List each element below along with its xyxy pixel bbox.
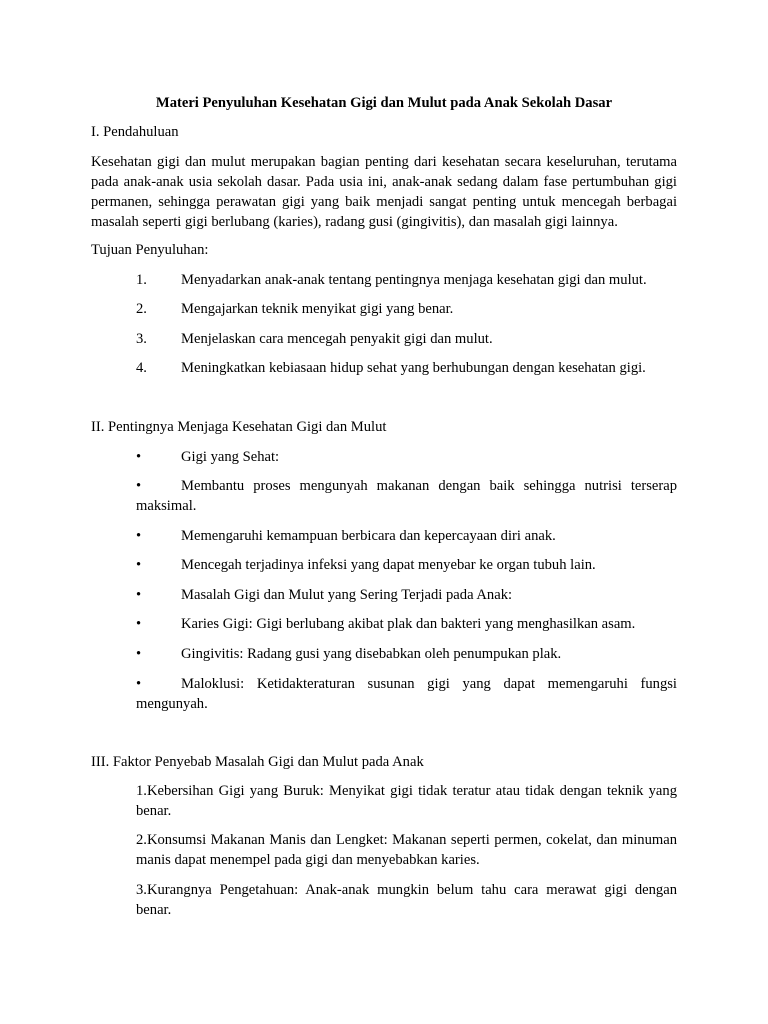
goal-text: Menyadarkan anak-anak tentang pentingnya menjaga kesehatan gigi dan mulut. <box>181 272 647 288</box>
bullet-text: Masalah Gigi dan Mulut yang Sering Terjadi pada Anak: <box>181 587 513 603</box>
bullet-text: Memengaruhi kemampuan berbicara dan kepercayaan diri anak. <box>181 528 556 544</box>
bullet-marker: • <box>136 616 142 632</box>
bullet-item <box>136 674 677 714</box>
goal-number: 4. <box>136 360 147 376</box>
goal-item <box>136 358 677 378</box>
section1-paragraph: Kesehatan gigi dan mulut merupakan bagian penting dari kesehatan secara keseluruhan, terutama pada anak-anak usia sekolah dasar. Pada usia ini, anak-anak sedang dalam fase pertumbuhan gigi permanen, sehingga perawatan gigi yang baik menjadi sangat penting untuk mencegah berbagai masalah seperti gigi berlubang (karies), radang gusi (gingivitis), dan masalah gigi lainnya. <box>91 154 677 230</box>
goals-label: Tujuan Penyuluhan: <box>91 242 209 258</box>
goal-item <box>136 270 677 290</box>
bullet-marker: • <box>136 528 142 544</box>
bullet-text: Gingivitis: Radang gusi yang disebabkan oleh penumpukan plak. <box>181 646 562 662</box>
bullet-item <box>136 644 677 664</box>
bullet-text: Gigi yang Sehat: <box>181 449 280 465</box>
bullet-marker: • <box>136 587 142 603</box>
bullet-marker: • <box>136 557 142 573</box>
factor-item: 3.Kurangnya Pengetahuan: Anak-anak mungkin belum tahu cara merawat gigi dengan benar. <box>136 882 677 918</box>
bullet-item <box>136 447 677 467</box>
goal-item <box>136 329 677 349</box>
goal-text: Meningkatkan kebiasaan hidup sehat yang berhubungan dengan kesehatan gigi. <box>181 360 646 376</box>
bullet-text: Karies Gigi: Gigi berlubang akibat plak dan bakteri yang menghasilkan asam. <box>181 616 636 632</box>
goal-number: 1. <box>136 272 147 288</box>
bullet-marker: • <box>136 449 142 465</box>
bullet-item <box>136 555 677 575</box>
bullet-item <box>136 476 677 516</box>
goal-number: 3. <box>136 331 147 347</box>
factor-item: 2.Konsumsi Makanan Manis dan Lengket: Makanan seperti permen, cokelat, dan minuman manis dapat menempel pada gigi dan menyebabkan karies. <box>136 832 677 868</box>
bullet-marker: • <box>136 478 142 494</box>
factor-item: 1.Kebersihan Gigi yang Buruk: Menyikat gigi tidak teratur atau tidak dengan teknik yang benar. <box>136 783 677 819</box>
section2-heading: II. Pentingnya Menjaga Kesehatan Gigi dan Mulut <box>91 419 387 435</box>
bullet-text: Maloklusi: Ketidakteraturan susunan gigi yang dapat memengaruhi fungsi mengunyah. <box>136 676 677 712</box>
document-title: Materi Penyuluhan Kesehatan Gigi dan Mulut pada Anak Sekolah Dasar <box>155 95 613 111</box>
goal-text: Menjelaskan cara mencegah penyakit gigi dan mulut. <box>181 331 493 347</box>
bullet-item <box>136 614 677 634</box>
section1-heading: I. Pendahuluan <box>91 124 179 140</box>
bullet-item <box>136 526 677 546</box>
bullet-marker: • <box>136 676 142 692</box>
goal-text: Mengajarkan teknik menyikat gigi yang benar. <box>181 301 454 317</box>
section3-heading: III. Faktor Penyebab Masalah Gigi dan Mulut pada Anak <box>91 754 424 770</box>
goal-item <box>136 299 677 319</box>
bullet-marker: • <box>136 646 142 662</box>
bullet-item <box>136 585 677 605</box>
bullet-text: Mencegah terjadinya infeksi yang dapat menyebar ke organ tubuh lain. <box>181 557 596 573</box>
goal-number: 2. <box>136 301 147 317</box>
bullet-text: Membantu proses mengunyah makanan dengan baik sehingga nutrisi terserap maksimal. <box>136 478 677 514</box>
